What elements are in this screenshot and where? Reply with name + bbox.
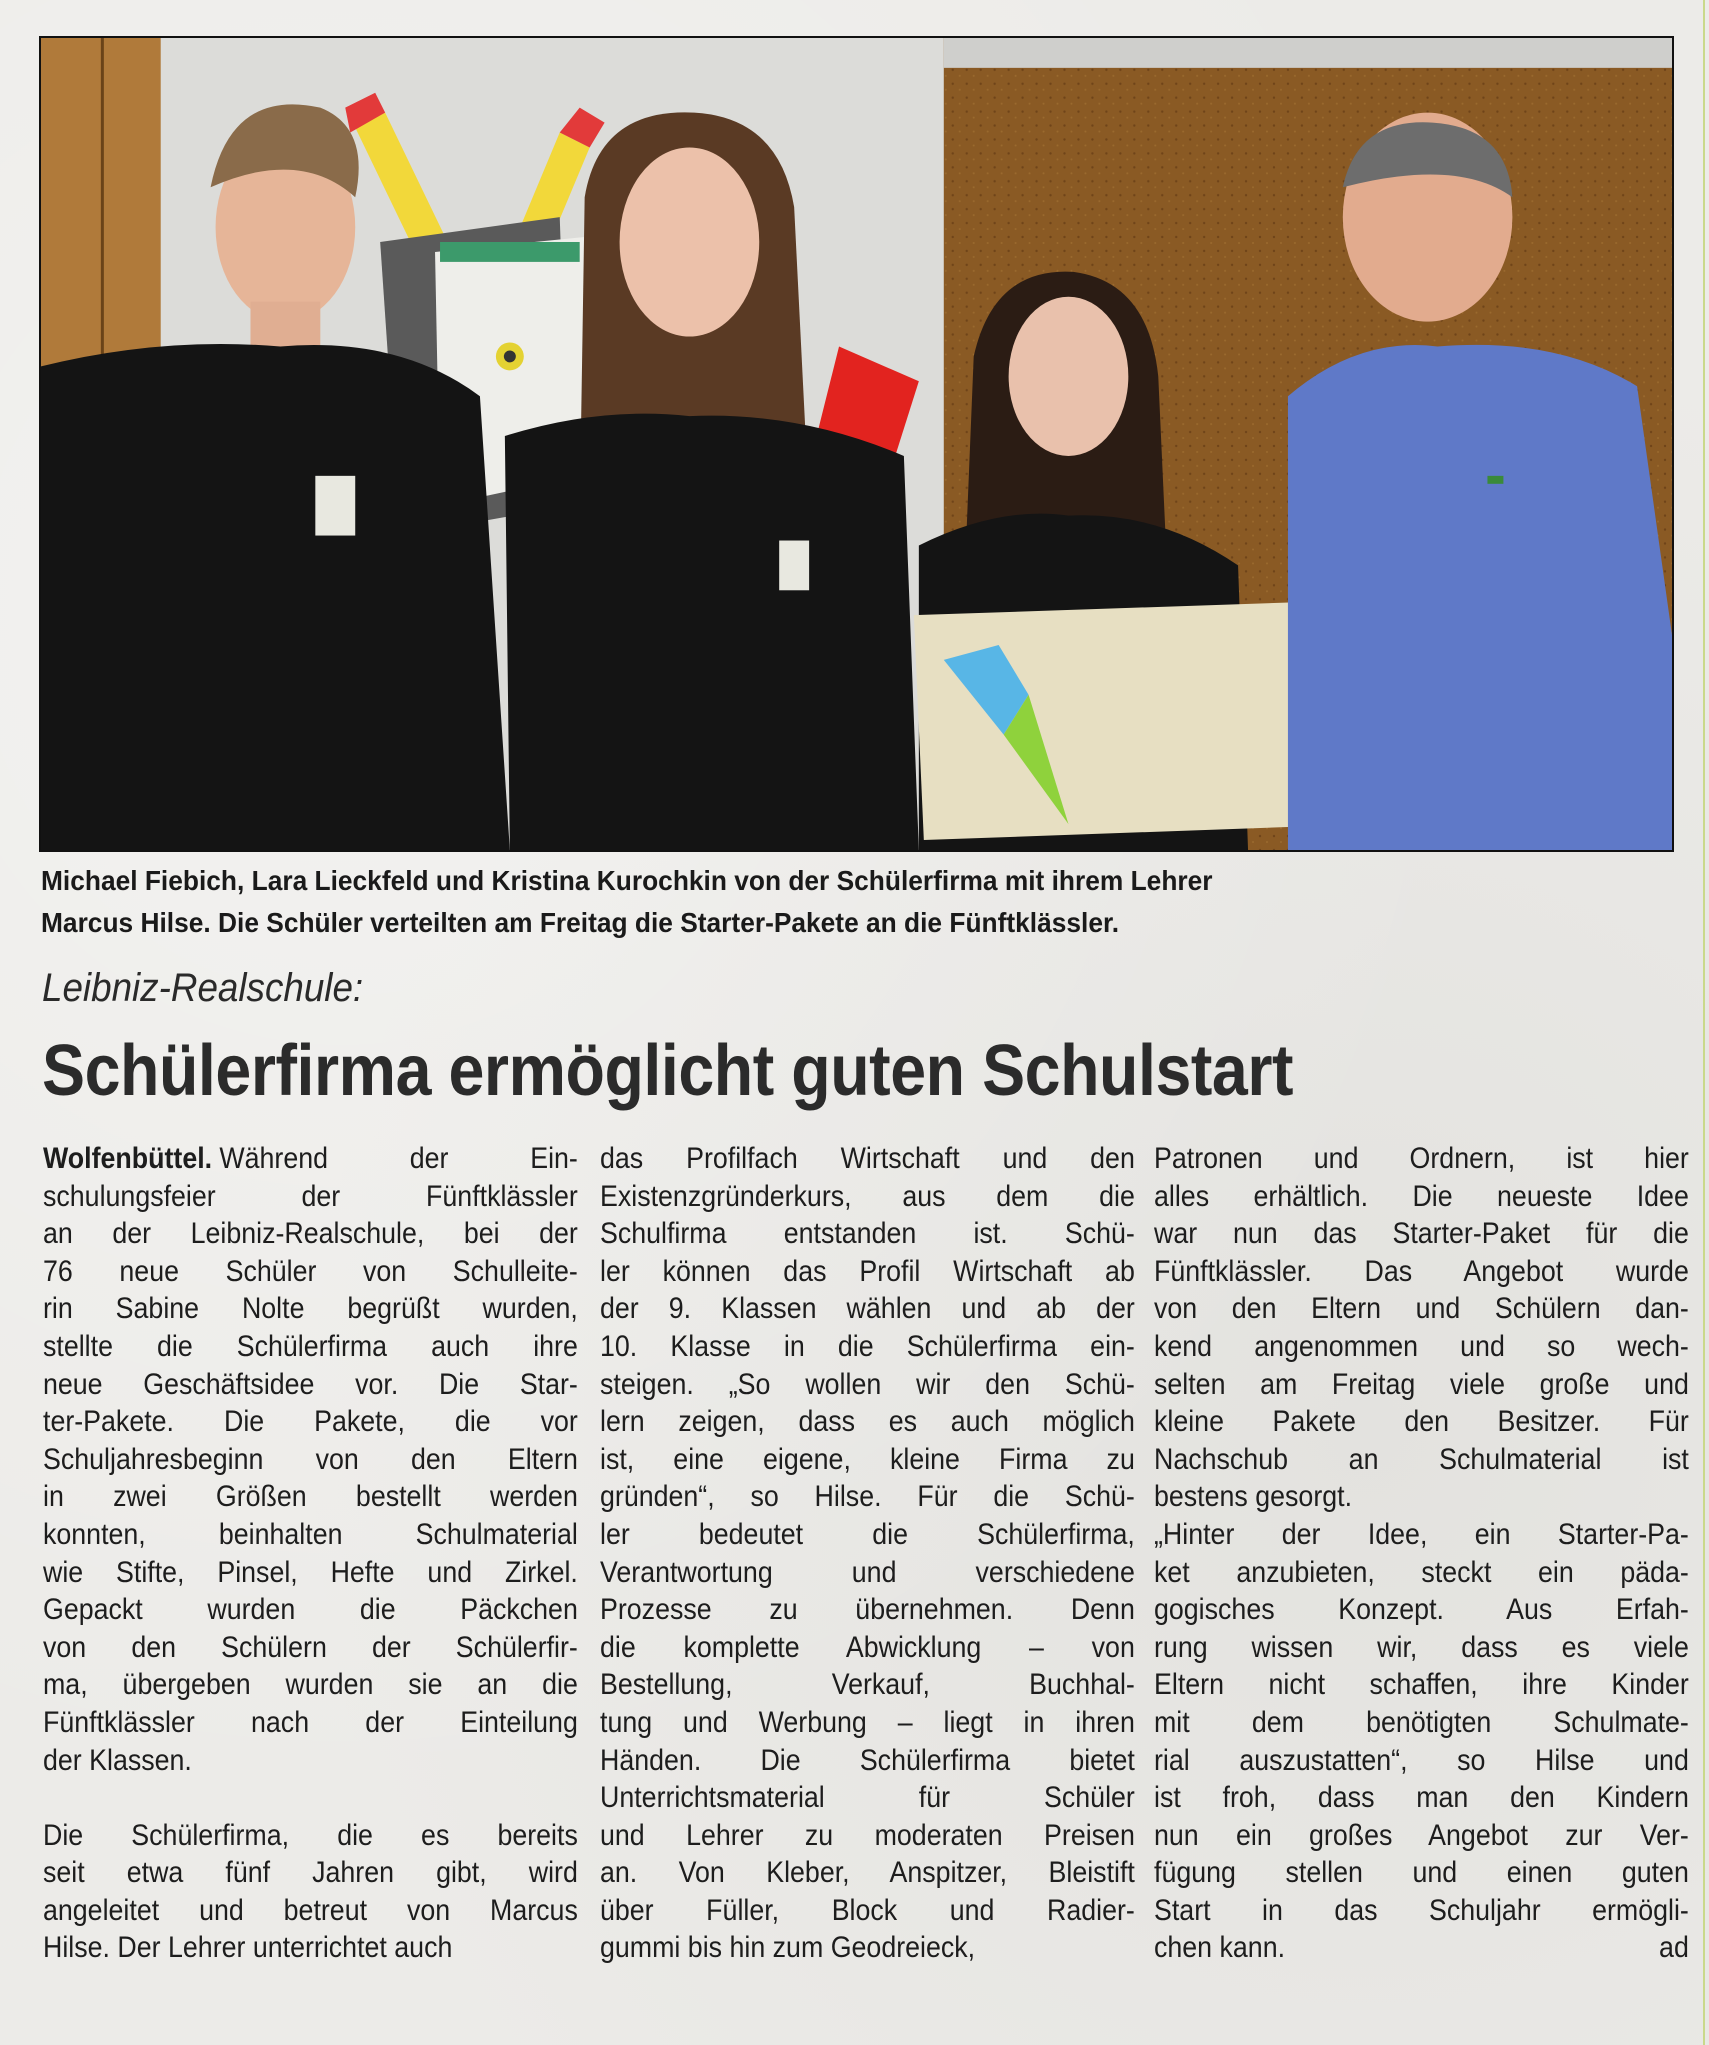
body-line: Nachschub an Schulmaterial ist	[1154, 1442, 1689, 1476]
body-line: Patronen und Ordnern, ist hier	[1154, 1142, 1689, 1175]
body-line: alles erhältlich. Die neueste Idee	[1154, 1179, 1689, 1213]
body-line: steigen. „So wollen wir den Schü-	[600, 1367, 1135, 1401]
body-line: von den Eltern und Schülern dan-	[1154, 1292, 1689, 1326]
body-line: Verantwortung und verschiedene	[600, 1555, 1135, 1589]
body-line: die komplette Abwicklung – von	[600, 1630, 1135, 1664]
body-line: ist, eine eigene, kleine Firma zu	[600, 1442, 1135, 1476]
body-line: Unterrichtsmaterial für Schüler	[600, 1781, 1135, 1815]
caption-line: Marcus Hilse. Die Schüler verteilten am Freitag die Starter-Pakete an die Fünftklässler.	[41, 907, 1120, 938]
body-line: Prozesse zu übernehmen. Denn	[600, 1593, 1135, 1627]
body-line: gogisches Konzept. Aus Erfah-	[1154, 1593, 1689, 1627]
body-text: Während der Ein-	[219, 1142, 578, 1175]
person-girl-shirt	[505, 414, 919, 850]
body-line: Fünftklässler. Das Angebot wurde	[1154, 1254, 1689, 1288]
body-line: 10. Klasse in die Schülerfirma ein-	[600, 1329, 1135, 1363]
body-line: ter-Pakete. Die Pakete, die vor	[43, 1405, 578, 1439]
body-line: ler können das Profil Wirtschaft ab	[600, 1254, 1135, 1288]
body-line	[43, 1140, 578, 1178]
photo-caption	[41, 860, 1681, 944]
body-line: ler bedeutet die Schülerfirma,	[600, 1517, 1135, 1551]
body-line: der 9. Klassen wählen und ab der	[600, 1292, 1135, 1326]
body-line: nun ein großes Angebot zur Ver-	[1154, 1818, 1689, 1852]
paragraph-gap	[43, 1779, 578, 1817]
photo-illustration	[41, 38, 1672, 850]
body-line: kleine Pakete den Besitzer. Für	[1154, 1405, 1689, 1439]
body-line: stellte die Schülerfirma auch ihre	[43, 1329, 578, 1363]
body-line: bestens gesorgt.	[1154, 1480, 1353, 1514]
body-line: selten am Freitag viele große und	[1154, 1367, 1689, 1401]
body-line: lern zeigen, dass es auch möglich	[600, 1405, 1135, 1439]
body-line: Schuljahresbeginn von den Eltern	[43, 1442, 578, 1476]
body-line: Existenzgründerkurs, aus dem die	[600, 1179, 1135, 1213]
body-line: Händen. Die Schülerfirma bietet	[600, 1743, 1135, 1777]
body-line: konnten, beinhalten Schulmaterial	[43, 1517, 578, 1551]
body-line: gründen“, so Hilse. Für die Schü-	[600, 1480, 1135, 1514]
body-line: schulungsfeier der Fünftklässler	[43, 1179, 578, 1213]
body-line: kend angenommen und so wech-	[1154, 1329, 1689, 1363]
body-line: der Klassen.	[43, 1743, 192, 1777]
body-line	[1154, 1929, 1689, 1967]
body-line: mit dem benötigten Schulmate-	[1154, 1705, 1689, 1739]
author-signature: ad	[1659, 1931, 1689, 1965]
body-line: „Hinter der Idee, ein Starter-Pa-	[1154, 1517, 1689, 1551]
body-line: Hilse. Der Lehrer unterrichtet auch	[43, 1931, 453, 1965]
body-line: war nun das Starter-Paket für die	[1154, 1217, 1689, 1251]
body-line: und Lehrer zu moderaten Preisen	[600, 1818, 1135, 1852]
body-text: chen kann.	[1154, 1931, 1286, 1965]
body-line: in zwei Größen bestellt werden	[43, 1480, 578, 1514]
person-teacher-polo	[1288, 345, 1672, 850]
body-line: 76 neue Schüler von Schulleite-	[43, 1254, 578, 1288]
article-headline: Schülerfirma ermöglicht guten Schulstart	[42, 1031, 1294, 1111]
body-line: tung und Werbung – liegt in ihren	[600, 1705, 1135, 1739]
body-line: über Füller, Block und Radier-	[600, 1893, 1135, 1927]
person-boy-shirt	[41, 344, 510, 850]
body-line: Die Schülerfirma, die es bereits	[43, 1818, 578, 1852]
body-line: Start in das Schuljahr ermögli-	[1154, 1893, 1689, 1927]
body-line: an der Leibniz-Realschule, bei der	[43, 1217, 578, 1251]
body-line: Schulfirma entstanden ist. Schü-	[600, 1217, 1135, 1251]
page-edge-line	[1703, 0, 1705, 2045]
body-line: Bestellung, Verkauf, Buchhal-	[600, 1668, 1135, 1702]
body-line: rial auszustatten“, so Hilse und	[1154, 1743, 1689, 1777]
body-line: angeleitet und betreut von Marcus	[43, 1893, 578, 1927]
caption-line: Michael Fiebich, Lara Lieckfeld und Kristina Kurochkin von der Schülerfirma mit ihrem Lehrer	[41, 865, 1213, 896]
person-girl2-face	[1009, 297, 1129, 456]
body-line: ist froh, dass man den Kindern	[1154, 1781, 1689, 1815]
body-line: Fünftklässler nach der Einteilung	[43, 1705, 578, 1739]
body-line: rung wissen wir, dass es viele	[1154, 1630, 1689, 1664]
article-photo	[39, 36, 1674, 852]
body-line: ket anzubieten, steckt ein päda-	[1154, 1555, 1689, 1589]
body-line: Eltern nicht schaffen, ihre Kinder	[1154, 1668, 1689, 1702]
body-line: wie Stifte, Pinsel, Hefte und Zirkel.	[43, 1555, 578, 1589]
article-column-3	[1154, 1140, 1689, 1967]
body-line: gummi bis hin zum Geodreieck,	[600, 1931, 976, 1965]
body-line: an. Von Kleber, Anspitzer, Bleistift	[600, 1856, 1135, 1890]
body-line: neue Geschäftsidee vor. Die Star-	[43, 1367, 578, 1401]
article-dateline: Wolfenbüttel.	[43, 1142, 213, 1175]
article-column-1	[43, 1140, 578, 1967]
article-kicker: Leibniz-Realschule:	[42, 966, 364, 1010]
body-line: rin Sabine Nolte begrüßt wurden,	[43, 1292, 578, 1326]
body-line: von den Schülern der Schülerfir-	[43, 1630, 578, 1664]
person-girl-face	[620, 147, 760, 336]
body-line: ma, übergeben wurden sie an die	[43, 1668, 578, 1702]
body-line: seit etwa fünf Jahren gibt, wird	[43, 1856, 578, 1890]
body-line: Gepackt wurden die Päckchen	[43, 1593, 578, 1627]
body-line: das Profilfach Wirtschaft und den	[600, 1142, 1135, 1175]
body-line: fügung stellen und einen guten	[1154, 1856, 1689, 1890]
article-column-2	[600, 1140, 1135, 1967]
